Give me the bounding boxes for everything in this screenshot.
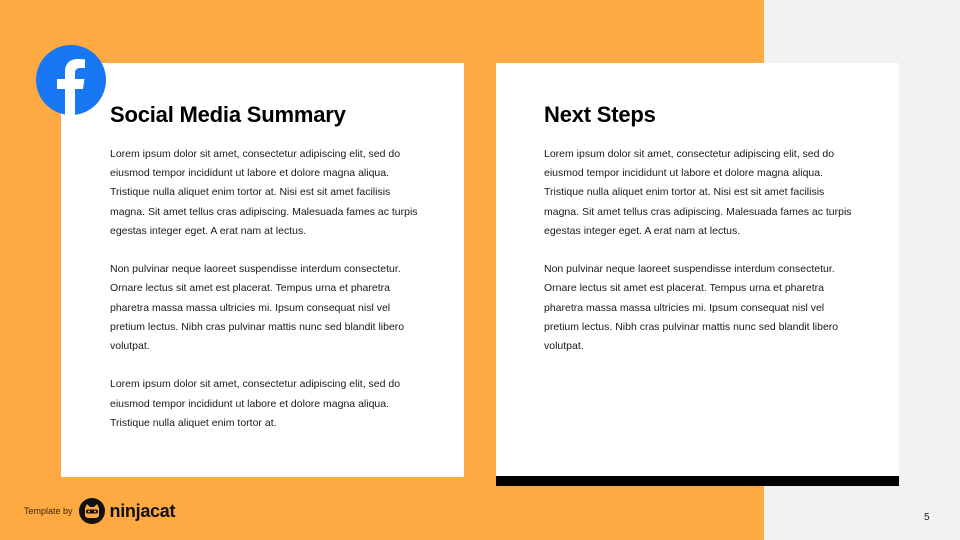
card-accent-bar	[496, 476, 899, 486]
card-title: Social Media Summary	[110, 102, 346, 127]
facebook-icon	[36, 45, 106, 115]
paragraph: Lorem ipsum dolor sit amet, consectetur adipiscing elit, sed do eiusmod tempor incididunt ut labore et dolore magna aliqua. Tristique nulla aliquet enim tortor at. Nisi est sit amet facilisis magna. Sit amet tellus cras adipiscing. Malesuada fames ac turpis egestas integer eget. A erat nam at lectus.	[110, 148, 418, 237]
template-by-label: Template by	[24, 506, 73, 516]
card-body	[544, 145, 854, 375]
ninjacat-logo-icon	[79, 498, 105, 524]
next-steps-card	[496, 63, 899, 476]
page-number: 5	[924, 512, 930, 523]
card-body	[110, 145, 420, 452]
card-title: Next Steps	[544, 102, 656, 127]
social-media-summary-card	[61, 63, 464, 477]
paragraph: Lorem ipsum dolor sit amet, consectetur adipiscing elit, sed do eiusmod tempor incididunt ut labore et dolore magna aliqua. Tristique nulla aliquet enim tortor at. Nisi est sit amet facilisis magna. Sit amet tellus cras adipiscing. Malesuada fames ac turpis egestas integer eget. A erat nam at lectus.	[544, 148, 852, 237]
template-credit	[24, 498, 175, 524]
paragraph: Non pulvinar neque laoreet suspendisse interdum consectetur. Ornare lectus sit amet est placerat. Tempus urna et pharetra pharetra massa massa ultricies mi. Ipsum consequat nisl vel pretium lectus. Nibh cras pulvinar mattis nunc sed blandit libero volutpat.	[110, 263, 405, 353]
paragraph: Lorem ipsum dolor sit amet, consectetur adipiscing elit, sed do eiusmod tempor incididunt ut labore et dolore magna aliqua. Tristique nulla aliquet enim tortor at.	[110, 378, 401, 429]
paragraph: Non pulvinar neque laoreet suspendisse interdum consectetur. Ornare lectus sit amet est placerat. Tempus urna et pharetra pharetra massa massa ultricies mi. Ipsum consequat nisl vel pretium lectus. Nibh cras pulvinar mattis nunc sed blandit libero volutpat.	[544, 263, 839, 353]
ninjacat-brand: ninjacat	[109, 500, 176, 521]
